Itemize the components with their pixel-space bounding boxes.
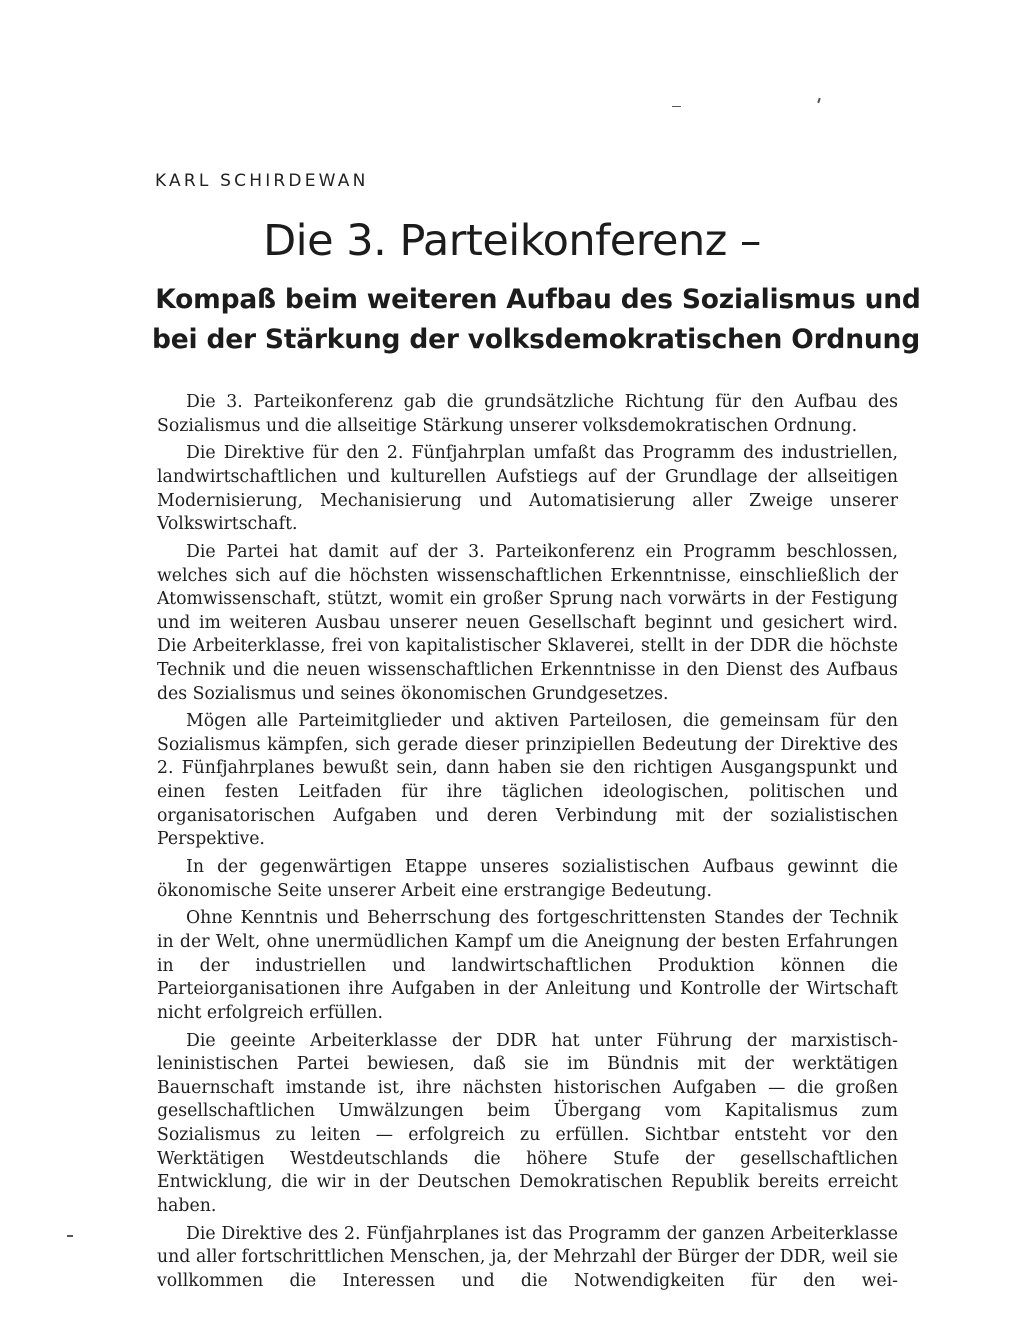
- article-title: Die 3. Parteikonferenz –: [263, 216, 761, 266]
- subtitle-line: Kompaß beim weiteren Aufbau des Sozialismus und: [155, 284, 921, 315]
- article-subtitle: [0, 280, 1024, 360]
- paragraph: Mögen alle Parteimitglieder und aktiven Parteilosen, die gemeinsam für den Sozialismus kämpfen, sich gerade dieser prinzipiellen Bedeutung der Direktive des 2. Fünfjahrplanes bewußt sein, dann haben sie den richtigen Ausgangspunkt und einen festen Leitfaden für ihre täglichen ideologischen, politischen und organisatorischen Aufgaben und deren Verbindung mit der sozialistischen Perspektive.: [157, 711, 898, 850]
- paragraph: Die Direktive für den 2. Fünfjahrplan umfaßt das Programm des industriellen, landwirtschaftlichen und kulturellen Aufstiegs auf der Grundlage der allseitigen Modernisierung, Mechanisierung und Automatisierung aller Zweige unserer Volkswirtschaft.: [157, 443, 898, 535]
- paragraph: Die 3. Parteikonferenz gab die grundsätzliche Richtung für den Aufbau des Sozialismus und die allseitige Stärkung unserer volksdemokratischen Ordnung.: [157, 392, 898, 436]
- paragraph: Die Partei hat damit auf der 3. Parteikonferenz ein Programm beschlossen, welches sich auf die höchsten wissenschaftlichen Erkenntnisse, einschließlich der Atomwissenschaft, stützt, womit ein großer Sprung nach vorwärts in der Festigung und im weiteren Ausbau unserer neuen Gesellschaft beginnt und gesichert wird. Die Arbeiterklasse, frei von kapitalistischer Sklaverei, stellt in der DDR die höchste Technik und die neuen wissenschaftlichen Erkenntnisse in den Dienst des Aufbaus des Sozialismus und seines ökonomischen Grundgesetzes.: [157, 541, 898, 704]
- paragraph: Ohne Kenntnis und Beherrschung des fortgeschrittensten Standes der Technik in der Welt, ohne unermüdlichen Kampf um die Aneignung der besten Erfahrungen in der industriellen und landwirtschaftlichen Produktion können die Parteiorganisationen ihre Aufgaben in der Anleitung und Kontrolle der Wirtschaft nicht erfolgreich erfüllen.: [157, 908, 898, 1023]
- scan-speck: [67, 1235, 73, 1237]
- paragraph: Die geeinte Arbeiterklasse der DDR hat unter Führung der marxistisch-leninistischen Partei bewiesen, daß sie im Bündnis mit der werktätigen Bauernschaft imstande ist, ihre nächsten historischen Aufgaben — die großen gesellschaftlichen Umwälzungen beim Übergang vom Kapitalismus zum Sozialismus zu leiten — erfolgreich zu erfüllen. Sichtbar entsteht vor den Werktätigen Westdeutschlands die höhere Stufe der gesellschaftlichen Entwicklung, die wir in der Deutschen Demokratischen Republik bereits erreicht haben.: [157, 1030, 898, 1216]
- article-body: [157, 391, 898, 1297]
- author-name: KARL SCHIRDEWAN: [155, 171, 369, 191]
- paragraph: Die Direktive des 2. Fünfjahrplanes ist das Programm der ganzen Arbeiterklasse und aller fortschrittlichen Menschen, ja, der Mehrzahl der Bürger der DDR, weil sie vollkommen die Interessen und die Notwendigkeiten für den wei-: [157, 1223, 898, 1291]
- scan-speck: [672, 106, 681, 107]
- paragraph: In der gegenwärtigen Etappe unseres sozialistischen Aufbaus gewinnt die ökonomische Seite unserer Arbeit eine erstrangige Bedeutung.: [157, 857, 898, 901]
- subtitle-line: bei der Stärkung der volksdemokratischen Ordnung: [152, 324, 920, 355]
- scan-speck: [817, 98, 821, 103]
